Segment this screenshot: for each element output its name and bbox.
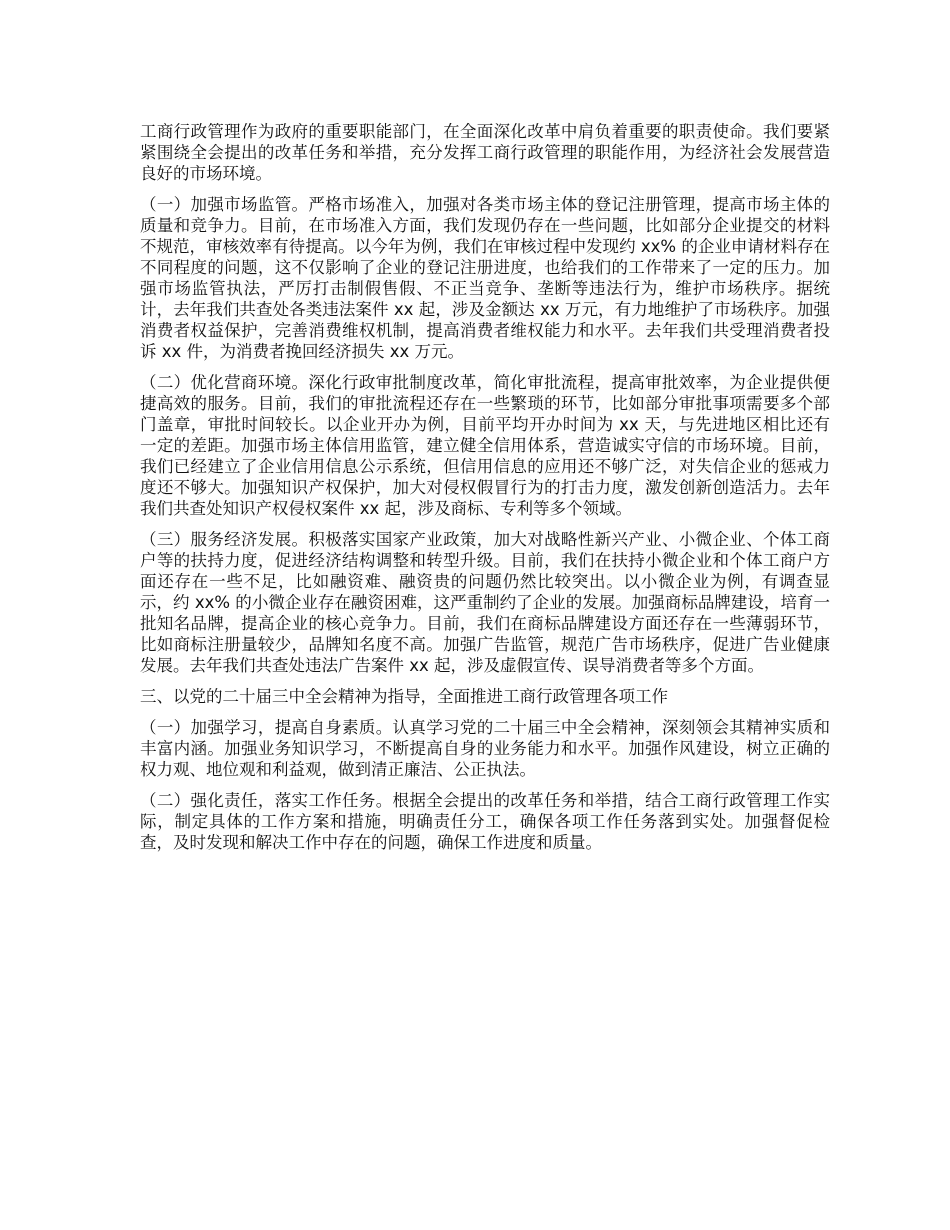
market-supervision-paragraph: （一）加强市场监管。严格市场准入，加强对各类市场主体的登记注册管理，提高市场主体的质量和竞争力。目前，在市场准入方面，我们发现仍存在一些问题，比如部分企业提交的材料不规范，审核效率有待提高。以今年为例，我们在审核过程中发现约 xx% 的企业申请材料存在不同程度的问题，这不仅影响了企业的登记注册进度，也给我们的工作带来了一定的压力。加强市场监管执法，严厉打击制假售假、不正当竞争、垄断等违法行为，维护市场秩序。据统计，去年我们共查处各类违法案件 xx 起，涉及金额达 xx 万元，有力地维护了市场秩序。加强消费者权益保护，完善消费维权机制，提高消费者维权能力和水平。去年我们共受理消费者投诉 xx 件，为消费者挽回经济损失 xx 万元。 [140, 195, 830, 361]
section-heading: 三、以党的二十届三中全会精神为指导，全面推进工商行政管理各项工作 [140, 687, 668, 706]
responsibility-paragraph: （二）强化责任，落实工作任务。根据全会提出的改革任务和举措，结合工商行政管理工作实际，制定具体的工作方案和措施，明确责任分工，确保各项工作任务落到实处。加强督促检查，及时发现和解决工作中存在的问题，确保工作进度和质量。 [140, 791, 830, 852]
economic-development-paragraph: （三）服务经济发展。积极落实国家产业政策，加大对战略性新兴产业、小微企业、个体工商户等的扶持力度，促进经济结构调整和转型升级。目前，我们在扶持小微企业和个体工商户方面还存在一些不足，比如融资难、融资贵的问题仍然比较突出。以小微企业为例，有调查显示，约 xx% 的小微企业存在融资困难，这严重制约了企业的发展。加强商标品牌建设，培育一批知名品牌，提高企业的核心竞争力。目前，我们在商标品牌建设方面还存在一些薄弱环节，比如商标注册量较少，品牌知名度不高。加强广告监管，规范广告市场秩序，促进广告业健康发展。去年我们共查处违法广告案件 xx 起，涉及虚假宣传、误导消费者等多个方面。 [140, 530, 830, 675]
study-paragraph: （一）加强学习，提高自身素质。认真学习党的二十届三中全会精神，深刻领会其精神实质和丰富内涵。加强业务知识学习，不断提高自身的业务能力和水平。加强作风建设，树立正确的权力观、地位观和利益观，做到清正廉洁、公正执法。 [140, 718, 830, 779]
document-body [140, 121, 830, 863]
business-environment-paragraph: （二）优化营商环境。深化行政审批制度改革，简化审批流程，提高审批效率，为企业提供便捷高效的服务。目前，我们的审批流程还存在一些繁琐的环节，比如部分审批事项需要多个部门盖章，审批时间较长。以企业开办为例，目前平均开办时间为 xx 天，与先进地区相比还有一定的差距。加强市场主体信用监管，建立健全信用体系，营造诚实守信的市场环境。目前，我们已经建立了企业信用信息公示系统，但信用信息的应用还不够广泛，对失信企业的惩戒力度还不够大。加强知识产权保护，加大对侵权假冒行为的打击力度，激发创新创造活力。去年我们共查处知识产权侵权案件 xx 起，涉及商标、专利等多个领域。 [140, 373, 830, 518]
intro-paragraph: 工商行政管理作为政府的重要职能部门，在全面深化改革中肩负着重要的职责使命。我们要紧紧围绕全会提出的改革任务和举措，充分发挥工商行政管理的职能作用，为经济社会发展营造良好的市场环境。 [140, 122, 830, 183]
